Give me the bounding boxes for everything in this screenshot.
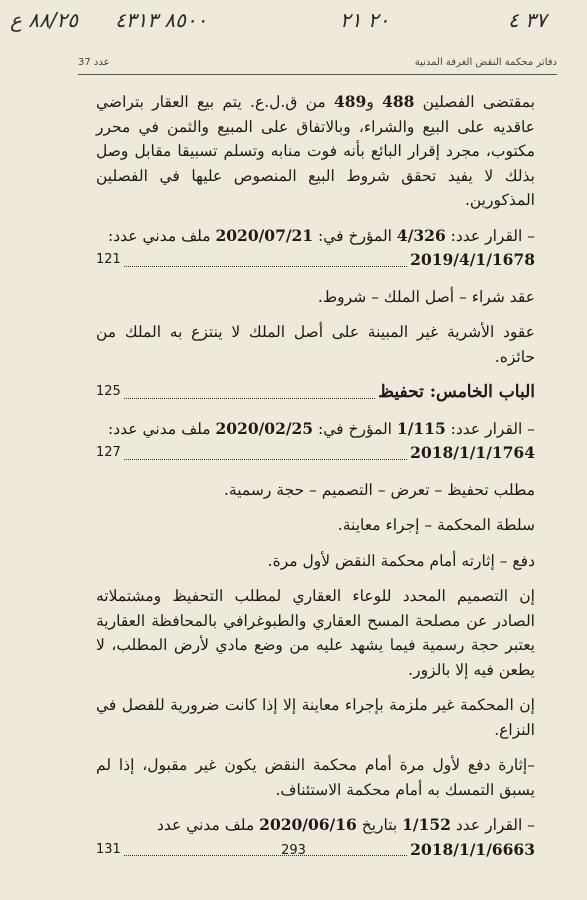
keywords: سلطة المحكمة – إجراء معاينة. [337, 516, 535, 534]
header-title: دفاتر محكمة النقض الغرفة المدنية [414, 57, 557, 68]
file-line [96, 441, 535, 466]
decision-date: 2020/06/16 [259, 815, 357, 834]
keywords: دفع – إثارته أمام محكمة النقض لأول مرة. [267, 551, 535, 570]
summary-paragraph: إن المحكمة غير ملزمة بإجراء معاينة إلا إذا كانت ضرورية للفصل في النزاع. [96, 696, 535, 739]
leader-dots [124, 458, 407, 460]
text-span: بمقتضى الفصلين [414, 93, 535, 111]
article-number: 488 [382, 92, 415, 111]
section-heading [96, 380, 535, 405]
summary-paragraph: عقود الأشرية غير المبينة على أصل الملك لا ينتزع به الملك من حائزه. [96, 323, 535, 366]
leader-dots [124, 397, 375, 399]
file-number: 2019/4/1/1678 [410, 250, 535, 269]
text-span: ملف مدني عدد: [108, 226, 216, 245]
text-span: بتاريخ [356, 816, 403, 834]
text-span: – القرار عدد: [445, 419, 535, 438]
decision-date: 2020/02/25 [215, 418, 314, 438]
page-ref: 127 [96, 445, 121, 460]
handwritten-year: ٢٠ ٢١ [340, 8, 390, 32]
header-issue: عدد 37 [78, 57, 110, 68]
decision-reference [96, 417, 535, 466]
page-body [96, 90, 535, 874]
decision-line [96, 813, 535, 838]
leader-dots [124, 265, 407, 267]
text-span: المؤرخ في: [313, 419, 397, 438]
text-span: من ق.ل.ع. يتم بيع العقار بتراضي عاقديه على البيع والشراء، وبالاتفاق على المبيع والثمن في محرر مكتوب، مجرد إقرار البائع بأنه فوت منابه وتسلم تسبيقا مقابل وصل بذلك لا يفيد تحقق شروط البيع المنصوص عليها في الفصلين المذكورين. [96, 93, 535, 209]
summary-paragraph: إن التصميم المحدد للوعاء العقاري لمطلب التحفيظ ومشتملاته الصادر عن مصلحة المسح العقاري والطبوغرافي بالمحافظة العقارية يعتبر حجة رسمية فيما يشهد عليه من وضع مادي لأرض المطلب، لا يطعن فيه إلا بالزور. [96, 587, 535, 679]
decision-number: 1/152 [402, 815, 451, 834]
decision-reference [96, 224, 535, 273]
running-header [78, 54, 557, 75]
file-number: 2018/1/1/1764 [410, 443, 535, 462]
text-span: – القرار عدد [450, 816, 535, 834]
text-span: ملف مدني عدد: [108, 419, 216, 438]
keywords: مطلب تحفيظ – تعرض – التصميم – حجة رسمية. [223, 480, 535, 499]
text-span: المؤرخ في: [313, 226, 397, 245]
page-ref: 131 [96, 841, 121, 857]
file-line [96, 248, 535, 273]
handwritten-ref-left: ٨٨/٢٥ ع [10, 8, 79, 32]
decision-number: 1/115 [396, 418, 446, 438]
text-span: ملف مدني عدد [156, 816, 260, 834]
decision-line [96, 224, 535, 249]
section-title: الباب الخامس: تحفيظ [378, 382, 535, 402]
decision-line [96, 417, 535, 442]
summary-paragraph: –إثارة دفع لأول مرة أمام محكمة النقض يكون غير مقبول، إذا لم يسبق التمسك به أمام محكمة الاستئناف. [96, 756, 535, 799]
decision-number: 4/326 [396, 225, 446, 245]
decision-date: 2020/07/21 [215, 225, 314, 245]
page-ref: 121 [96, 252, 121, 267]
article-number: 489 [333, 92, 367, 111]
file-number: 2018/1/1/6663 [410, 839, 535, 859]
page-number: 293 [281, 843, 306, 858]
handwritten-ref-right: ٣٧ ٤ [508, 8, 547, 32]
text-span: و [366, 93, 383, 111]
summary-paragraph [96, 90, 535, 213]
text-span: – القرار عدد: [445, 226, 535, 245]
handwritten-ref-number: ٨٥٠٠ ٤٣١٣ [115, 8, 208, 32]
page-ref: 125 [96, 384, 121, 399]
keywords: عقد شراء – أصل الملك – شروط. [317, 287, 535, 306]
